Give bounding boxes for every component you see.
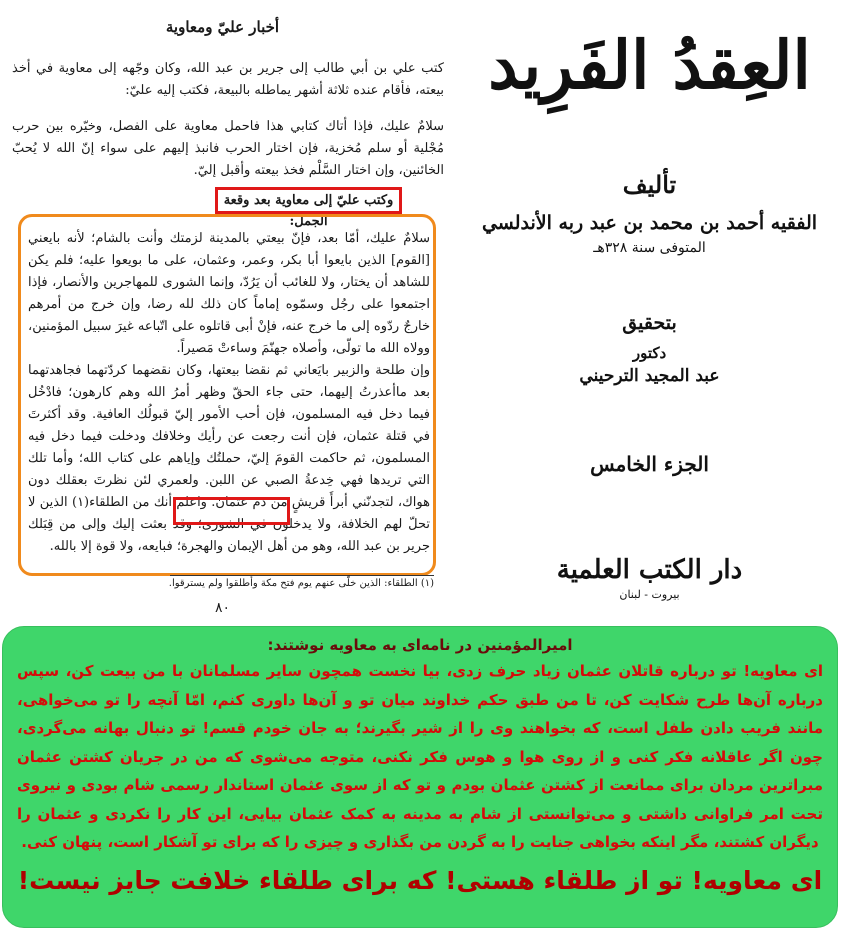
paragraph-second-letter-part1: سلامٌ عليك، أمّا بعد، فإنّ بيعتي بالمدينة لزمتك وأنت بالشام؛ لأنه بايعني [القوم] الذين بايعوا أبا بكر، وعمر، وعثمان، على ما بويعوا عليه؛ فلم يكن للشاهد أن يختار، ولا للغائب أن يَرُدّ، وإنما الشورى للمهاجرين والأنصار، فإذا اجتمعوا على رجُل وسمّوه إماماً كان ذلك لله رضا، وإن خرج من أمرهم خارجٌ ردّوه إلى ما خرج عنه، فإنْ أبى قاتلوه على اتّباعه غيرَ سبيل المؤمنين، وولاه الله ما تولّى، وأصلاه جهنّمَ وساءتْ مَصيراً. bbox=[28, 231, 430, 356]
book-text-page bbox=[0, 0, 445, 625]
persian-heading: امیرالمؤمنین در نامه‌ای به معاویه نوشتند: bbox=[267, 636, 573, 654]
persian-translation-box bbox=[2, 626, 838, 928]
book-title-page bbox=[455, 0, 844, 625]
editor-name: عبد المجيد الترحيني bbox=[579, 366, 720, 386]
footnote-divider bbox=[170, 575, 434, 576]
page-number: ٨٠ bbox=[214, 600, 231, 616]
highlight-talaqa-phrase bbox=[173, 497, 290, 525]
highlighted-subheading: وكتب عليّ إلى معاوية بعد وقعة الجمل: bbox=[215, 187, 402, 214]
book-title: العِقدُ الفَرِيد bbox=[488, 26, 811, 104]
paragraph-first-letter: سلامٌ عليك، فإذا أتاك كتابي هذا فاحمل معاوية على الفصل، وخيّره بين حرب مُجْلية أو سلم مُخزية، فإن اختار الحرب فانبذ إليهم على سواء إنّ الله لا يُحبّ الخائنين، وإن اختار السَّلْم فخذ بيعته وأقبل إليّ. bbox=[12, 119, 444, 178]
editor-label: بتحقيق bbox=[622, 312, 677, 334]
footnote: (١) الطلقاء: الذين خلّى عنهم يوم فتح مكة وأطلقوا ولم يسترقوا. bbox=[168, 578, 434, 589]
volume-label: الجزء الخامس bbox=[590, 452, 709, 476]
paragraph-second-letter-part2: وإن طلحة والزبير بايَعاني ثم نقضا بيعتها، وكان نقضهما كردّتهما فجاهدتهما بعد ماأعذرتُ إليهما، حتى جاء الحقّ وظهر أمرُ الله وهم كارهون؛ فادْخُل فيما دخل فيه المسلمون، فإن أحب الأمور إليّ قبولُك العافية. وقد أكثرتَ في قتلة عثمان، فإن أنت رجعت عن رأيك وخلافك ودخلت فيما دخل فيه المسلمون، ثم حاكمت القومَ إليّ، حملتُك وإياهم على كتاب الله؛ وأما تلك التي تريدها فهي خِدعةُ الصبي عن اللبن. ولعمري لئن نظرتَ بعقلك دون هواك، لتجدنّني أبرأَ قريشٍ من دم عثمان. واعلم أنك من الطلقاء(١) الذين لا تحلّ لهم الخلافة، ولا يدخلون في الشورى؛ وقد بعثت إليك وإلى من قِبَلك جرير بن عبد الله، وهو من أهل الإيمان والهجرة؛ فبايعه، ولا قوة إلا بالله. bbox=[28, 363, 430, 554]
persian-conclusion: ای معاویه! تو از طلقاء هستی! که برای طلقاء خلافت جایز نیست! bbox=[17, 865, 823, 895]
editor-title: دكتور bbox=[632, 344, 667, 362]
paragraph-intro: كتب علي بن أبي طالب إلى جرير بن عبد الله، وكان وجّهه إلى معاوية في أخذ بيعته، فأقام عنده ثلاثة أشهر يماطله بالبيعة، فكتب إليه عليّ: bbox=[12, 61, 444, 98]
author-label: تأليف bbox=[622, 170, 677, 199]
persian-body-text: ای معاویه! تو درباره قاتلان عثمان زیاد حرف زدی، بیا نخست همچون سایر مسلمانان با من بیعت کن، سپس درباره آن‌ها طرح شکایت کن، تا من طبق حکم خداوند میان تو و آن‌ها داوری کنم، امّا آنچه را تو می‌خواهی، مانند فریب دادن طفل است، که بخواهند وی را از شیر بگیرند؛ به جان خودم قسم! تو دنبال بهانه می‌گردی، چون اگر عاقلانه فکر کنی و از روی هوا و هوس فکر نکنی، متوجه می‌شوی که من در جریان کشتن عثمان مبراترین مردان برای ممانعت از کشتن عثمان بودم و تو که از سوی عثمان استاندار رسمی شام بودی و نیروی تحت امر فراوانی داشتی و می‌توانستی از شام به مدینه به کمک عثمان بیایی، این کار را نکردی و عثمان را دیگران کشتند، مگر اینکه بخواهی جنایت را به گردن من بگذاری و چیزی را که برای تو آشکار است، پنهان کنی. bbox=[17, 662, 823, 851]
page-heading: أخبار عليّ ومعاوية bbox=[165, 18, 280, 36]
publisher-name: دار الكتب العلمية bbox=[556, 555, 743, 585]
author-death-year: المتوفى سنة ٣٢٨هـ bbox=[593, 240, 706, 256]
author-name: الفقيه أحمد بن محمد بن عبد ربه الأندلسي bbox=[481, 212, 818, 234]
publisher-city: بيروت - لبنان bbox=[619, 588, 680, 601]
